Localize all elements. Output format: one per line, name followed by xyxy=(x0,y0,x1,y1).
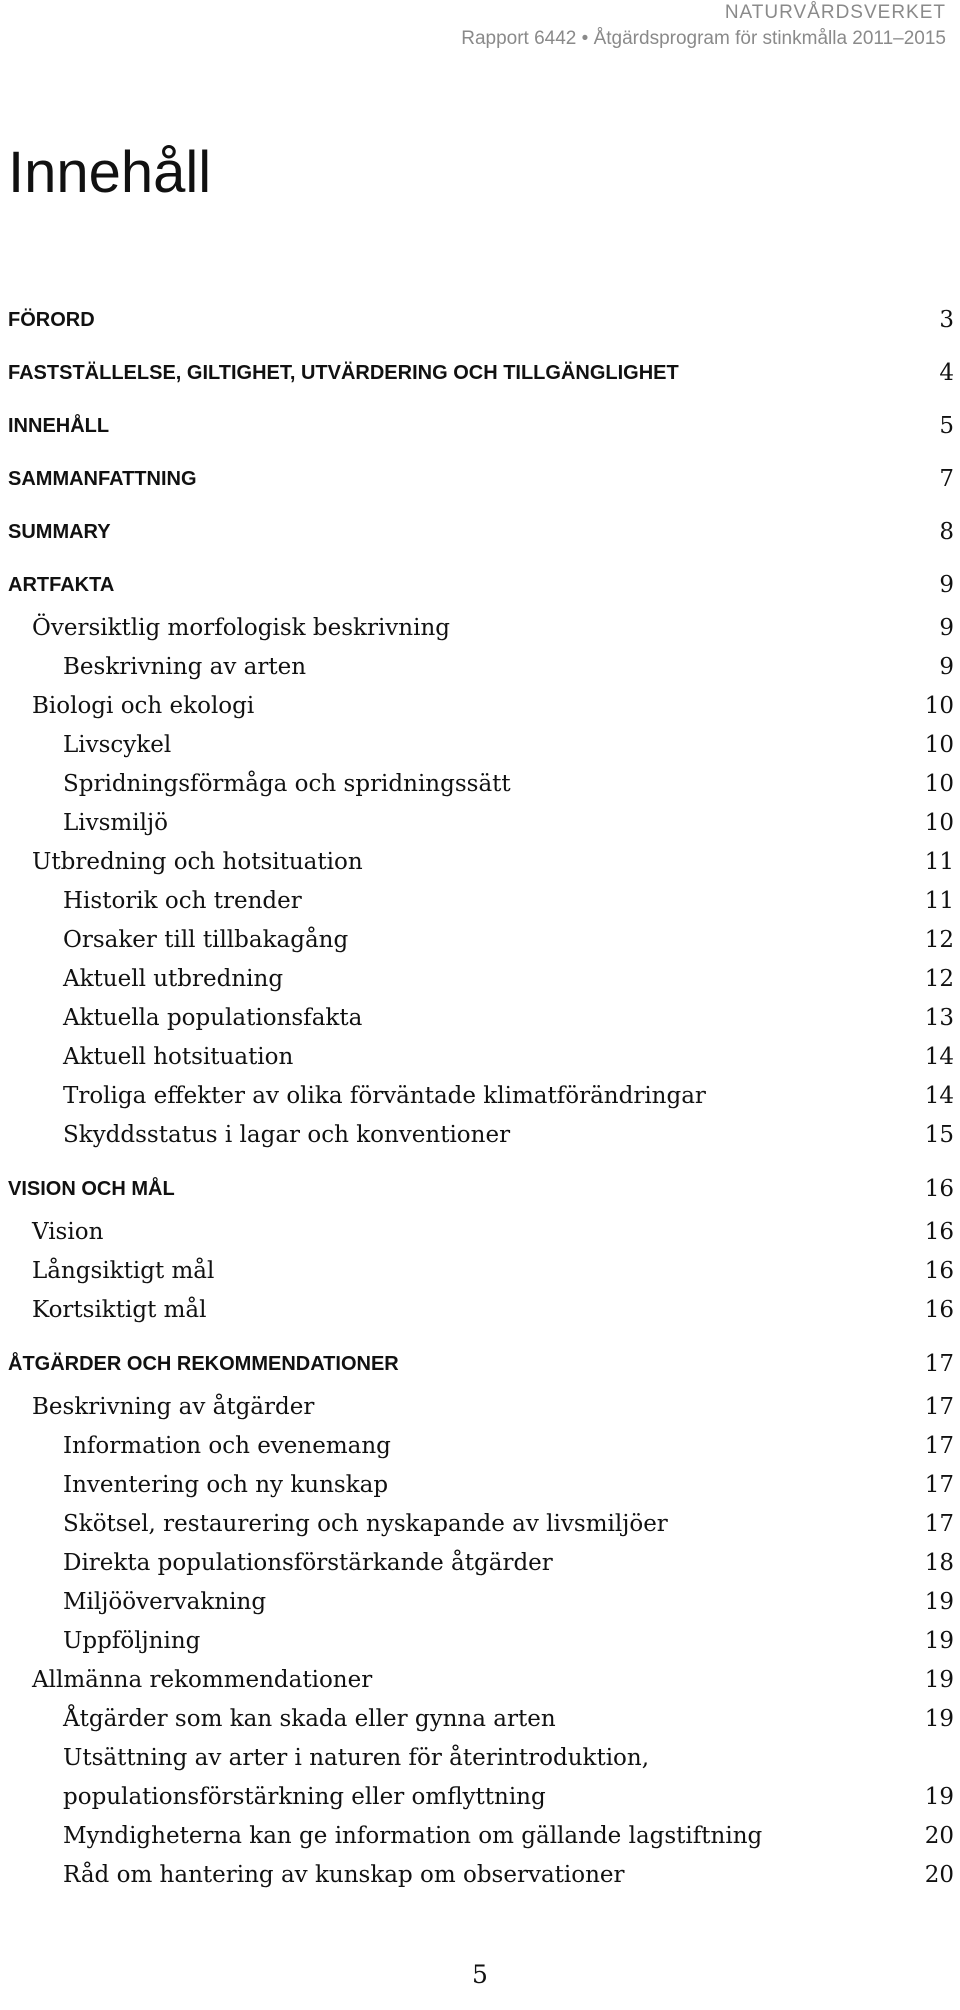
toc-entry-label: Utsättning av arter i naturen för återintroduktion, xyxy=(63,1745,650,1771)
toc-entry-label: SUMMARY xyxy=(8,521,111,543)
toc-entry-page: 3 xyxy=(939,307,954,333)
toc-entry[interactable] xyxy=(8,609,954,648)
toc-entry-label: Råd om hantering av kunskap om observationer xyxy=(63,1862,625,1888)
toc-entry[interactable] xyxy=(8,765,954,804)
toc-entry[interactable] xyxy=(8,843,954,882)
toc-entry-page: 9 xyxy=(939,654,954,680)
toc-entry-innehall[interactable] xyxy=(8,406,954,459)
toc-entry[interactable] xyxy=(8,882,954,921)
toc-entry[interactable] xyxy=(8,1505,954,1544)
toc-entry[interactable] xyxy=(8,999,954,1038)
toc-entry-artfakta[interactable] xyxy=(8,565,954,609)
toc-entry-page: 10 xyxy=(924,693,954,719)
toc-entry-label: Troliga effekter av olika förväntade klimatförändringar xyxy=(63,1083,706,1109)
report-title: Rapport 6442 • Åtgärdsprogram för stinkmålla 2011–2015 xyxy=(461,28,946,49)
toc-entry-label: Myndigheterna kan ge information om gällande lagstiftning xyxy=(63,1823,763,1849)
toc-entry-page: 15 xyxy=(924,1122,954,1148)
toc-entry-atgarder[interactable] xyxy=(8,1344,954,1388)
toc-entry-page: 10 xyxy=(924,732,954,758)
toc-entry[interactable] xyxy=(8,1291,954,1330)
toc-entry[interactable] xyxy=(8,1622,954,1661)
toc-entry-label: Uppföljning xyxy=(63,1628,201,1654)
toc-entry-label: Information och evenemang xyxy=(63,1433,391,1459)
toc-entry-label: Beskrivning av arten xyxy=(63,654,307,680)
toc-entry-summary[interactable] xyxy=(8,512,954,565)
toc-entry[interactable] xyxy=(8,726,954,765)
publisher-name: NATURVÅRDSVERKET xyxy=(724,2,946,23)
toc-entry-page: 7 xyxy=(939,466,954,492)
toc-entry-page: 16 xyxy=(924,1258,954,1284)
toc-entry-page: 14 xyxy=(924,1083,954,1109)
toc-entry-label: Livsmiljö xyxy=(63,810,168,836)
toc-entry-label: Kortsiktigt mål xyxy=(32,1297,207,1323)
toc-entry-page: 16 xyxy=(924,1219,954,1245)
toc-entry[interactable] xyxy=(8,1038,954,1077)
page-number: 5 xyxy=(472,1960,488,1989)
toc-entry[interactable] xyxy=(8,1213,954,1252)
toc-entry-label: Skyddsstatus i lagar och konventioner xyxy=(63,1122,511,1148)
toc-entry-page: 19 xyxy=(924,1784,954,1810)
section-gap xyxy=(8,1155,954,1169)
toc-entry[interactable] xyxy=(8,1778,954,1817)
toc-entry[interactable] xyxy=(8,921,954,960)
toc-entry-label: populationsförstärkning eller omflyttning xyxy=(63,1784,546,1810)
toc-entry-label: ÅTGÄRDER OCH REKOMMENDATIONER xyxy=(8,1353,399,1375)
toc-entry-label: VISION OCH MÅL xyxy=(8,1178,175,1200)
toc-entry[interactable] xyxy=(8,1544,954,1583)
toc-entry[interactable] xyxy=(8,1077,954,1116)
toc-entry-label: Beskrivning av åtgärder xyxy=(32,1394,315,1420)
toc-entry-faststallelse[interactable] xyxy=(8,353,954,406)
toc-entry[interactable] xyxy=(8,960,954,999)
toc-entry-forord[interactable] xyxy=(8,300,954,353)
toc-entry-label: ARTFAKTA xyxy=(8,574,115,596)
toc-entry-page: 17 xyxy=(924,1472,954,1498)
toc-entry[interactable] xyxy=(8,1739,954,1778)
toc-entry-page: 19 xyxy=(924,1706,954,1732)
toc-entry[interactable] xyxy=(8,804,954,843)
toc-entry-page: 11 xyxy=(924,849,954,875)
toc-entry-label: FÖRORD xyxy=(8,309,95,331)
toc-entry-label: Direkta populationsförstärkande åtgärder xyxy=(63,1550,553,1576)
toc-entry-label: Inventering och ny kunskap xyxy=(63,1472,389,1498)
toc-entry[interactable] xyxy=(8,1817,954,1856)
toc-entry-label: Översiktlig morfologisk beskrivning xyxy=(32,615,451,641)
toc-entry-page: 10 xyxy=(924,810,954,836)
toc-entry-label: Utbredning och hotsituation xyxy=(32,849,363,875)
toc-entry[interactable] xyxy=(8,1427,954,1466)
toc-entry-label: Vision xyxy=(32,1219,104,1245)
toc-entry-label: Biologi och ekologi xyxy=(32,693,255,719)
running-header xyxy=(461,0,946,52)
toc-entry-sammanfattning[interactable] xyxy=(8,459,954,512)
toc-entry[interactable] xyxy=(8,1466,954,1505)
toc-entry-label: Historik och trender xyxy=(63,888,302,914)
toc-entry-vision-och-mal[interactable] xyxy=(8,1169,954,1213)
toc-entry[interactable] xyxy=(8,1116,954,1155)
toc-entry[interactable] xyxy=(8,687,954,726)
toc-entry-page: 4 xyxy=(939,360,954,386)
toc-entry-page: 18 xyxy=(924,1550,954,1576)
toc-entry-label: Aktuell utbredning xyxy=(63,966,284,992)
toc-entry-page: 12 xyxy=(924,927,954,953)
toc-entry-page: 19 xyxy=(924,1589,954,1615)
table-of-contents xyxy=(8,300,954,1895)
toc-entry-page: 20 xyxy=(924,1862,954,1888)
toc-entry-label: Orsaker till tillbakagång xyxy=(63,927,349,953)
toc-entry-page: 17 xyxy=(924,1433,954,1459)
toc-entry-label: Miljöövervakning xyxy=(63,1589,267,1615)
page-title: Innehåll xyxy=(8,140,212,205)
toc-entry-page: 12 xyxy=(924,966,954,992)
toc-entry-page: 9 xyxy=(939,615,954,641)
toc-entry-page: 17 xyxy=(924,1351,954,1377)
toc-entry-label: Aktuella populationsfakta xyxy=(63,1005,363,1031)
toc-entry[interactable] xyxy=(8,1388,954,1427)
toc-entry-label: Allmänna rekommendationer xyxy=(32,1667,373,1693)
toc-entry-page: 19 xyxy=(924,1667,954,1693)
toc-entry-label: Skötsel, restaurering och nyskapande av livsmiljöer xyxy=(63,1511,668,1537)
toc-entry-label: SAMMANFATTNING xyxy=(8,468,197,490)
toc-entry[interactable] xyxy=(8,1583,954,1622)
toc-entry-page: 17 xyxy=(924,1394,954,1420)
toc-entry-label: Aktuell hotsituation xyxy=(63,1044,294,1070)
toc-entry[interactable] xyxy=(8,1856,954,1895)
toc-entry-label: Spridningsförmåga och spridningssätt xyxy=(63,771,511,797)
toc-entry-page: 17 xyxy=(924,1511,954,1537)
section-gap xyxy=(8,1330,954,1344)
toc-entry-page: 5 xyxy=(939,413,954,439)
toc-entry[interactable] xyxy=(8,1661,954,1700)
toc-entry-page: 16 xyxy=(924,1176,954,1202)
toc-entry[interactable] xyxy=(8,648,954,687)
toc-entry-page: 9 xyxy=(939,572,954,598)
toc-entry-page: 16 xyxy=(924,1297,954,1323)
toc-entry-page: 20 xyxy=(924,1823,954,1849)
toc-entry-page: 13 xyxy=(924,1005,954,1031)
toc-entry[interactable] xyxy=(8,1252,954,1291)
toc-entry-page: 8 xyxy=(939,519,954,545)
toc-entry-label: Åtgärder som kan skada eller gynna arten xyxy=(63,1706,556,1732)
toc-entry-label: INNEHÅLL xyxy=(8,415,110,437)
toc-entry-page: 11 xyxy=(924,888,954,914)
toc-entry-label: Långsiktigt mål xyxy=(32,1258,215,1284)
toc-entry-label: Livscykel xyxy=(63,732,172,758)
toc-entry-label: FASTSTÄLLELSE, GILTIGHET, UTVÄRDERING OCH TILLGÄNGLIGHET xyxy=(8,362,679,384)
toc-entry-page: 14 xyxy=(924,1044,954,1070)
toc-entry[interactable] xyxy=(8,1700,954,1739)
toc-entry-page: 19 xyxy=(924,1628,954,1654)
toc-entry-page: 10 xyxy=(924,771,954,797)
